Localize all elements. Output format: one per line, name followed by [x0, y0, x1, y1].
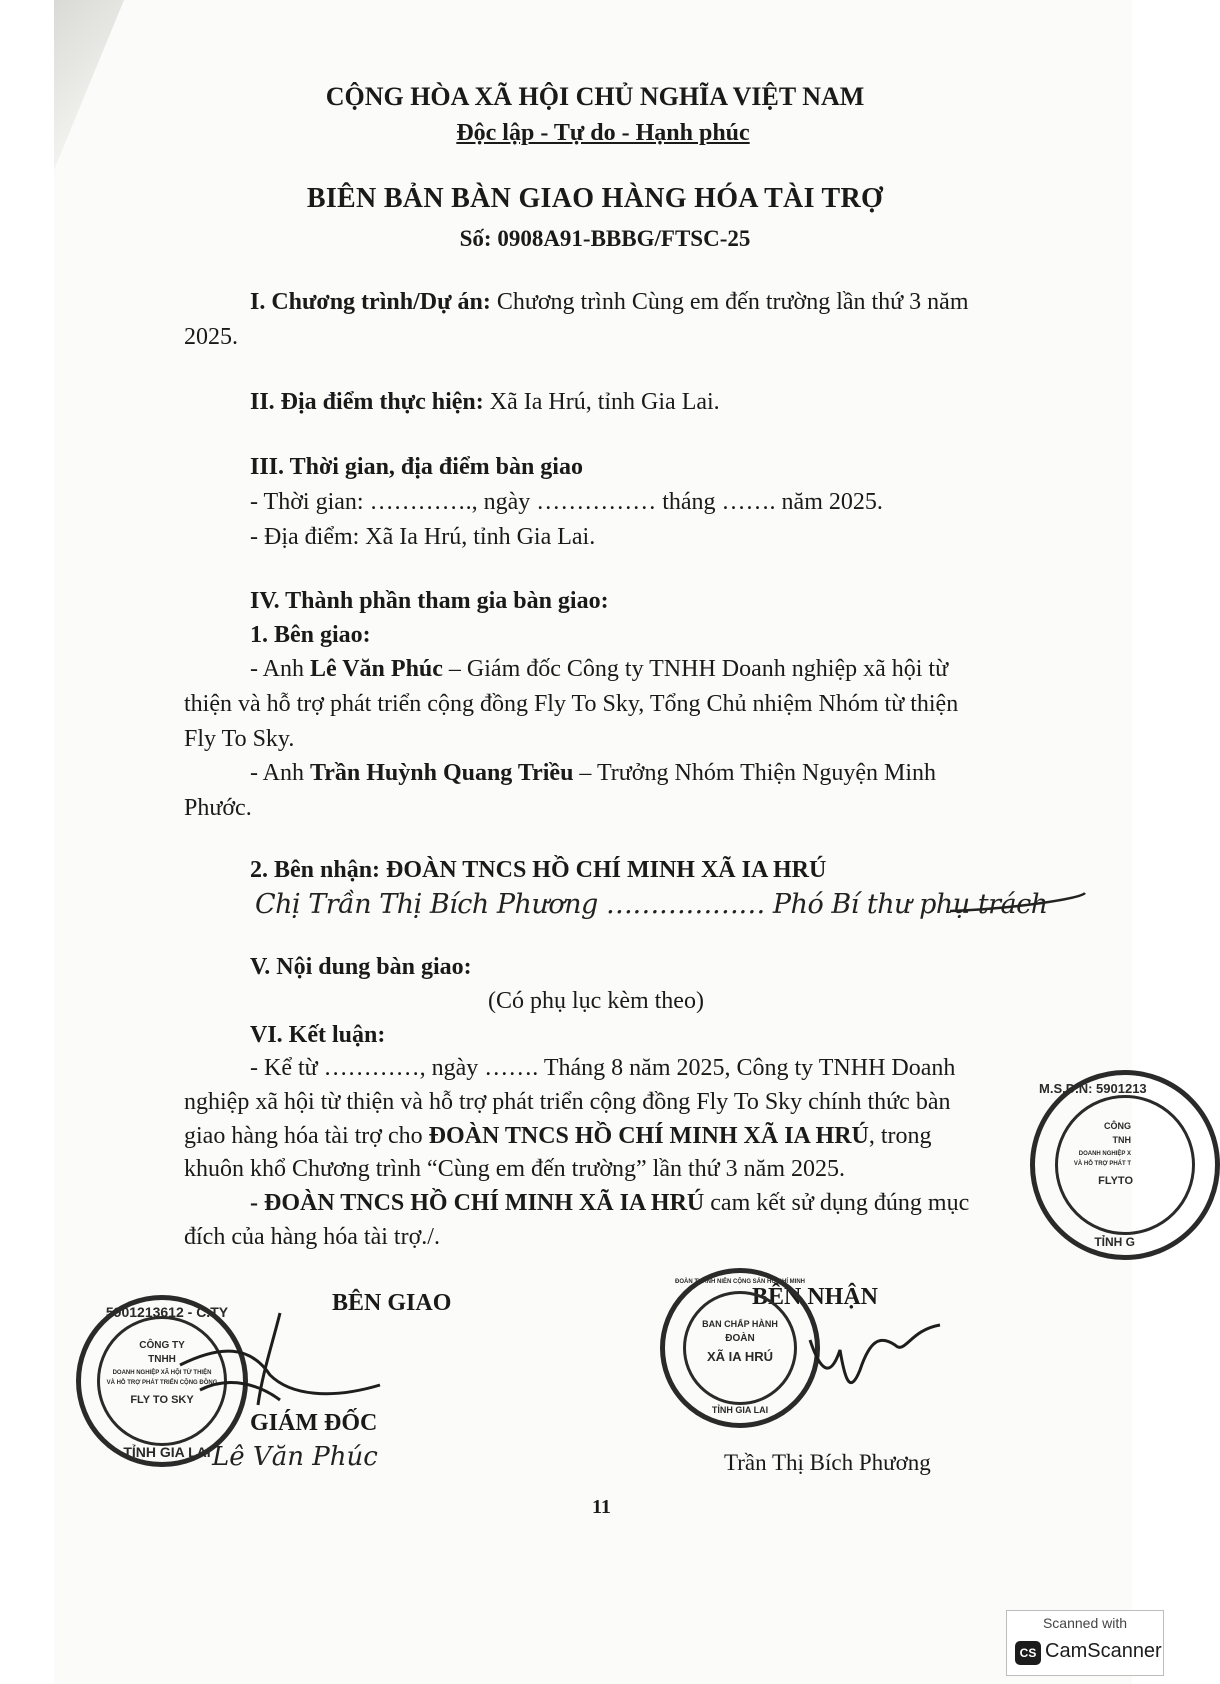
section-2-line	[250, 387, 720, 417]
motto: Độc lập - Tự do - Hạnh phúc	[456, 120, 750, 146]
edge-stamp-bottom-text: TỈNH G	[1094, 1235, 1135, 1249]
section-5-heading: V. Nội dung bàn giao:	[250, 954, 472, 980]
section-1-label: I. Chương trình/Dự án:	[250, 289, 491, 315]
section-1-line-1	[250, 287, 969, 317]
section-6-line-4: khuôn khổ Chương trình “Cùng em đến trường” lần thứ 3 năm 2025.	[184, 1156, 845, 1182]
section-6-line-3-bold: ĐOÀN TNCS HỒ CHÍ MINH XÃ IA HRÚ	[428, 1123, 869, 1149]
giver-title: GIÁM ĐỐC	[250, 1410, 378, 1436]
youth-union-stamp	[660, 1268, 820, 1428]
section-3-place: - Địa điểm: Xã Ia Hrú, tỉnh Gia Lai.	[250, 524, 596, 550]
section-6-line-1: - Kể từ …………, ngày ……. Tháng 8 năm 2025, Công ty TNHH Doanh	[250, 1055, 956, 1081]
receiver-heading: 2. Bên nhận: ĐOÀN TNCS HỒ CHÍ MINH XÃ IA HRÚ	[250, 857, 827, 883]
camscanner-badge	[1006, 1610, 1164, 1676]
page-number: 11	[592, 1496, 611, 1518]
youth-union-stamp-inner-ring	[683, 1291, 797, 1405]
giver-2-role: – Trưởng Nhóm Thiện Nguyện Minh	[573, 760, 937, 786]
youth-union-stamp-line-3: XÃ IA HRÚ	[707, 1349, 773, 1364]
section-1-text: Chương trình Cùng em đến trường lần thứ 3 năm	[496, 289, 969, 315]
company-stamp-line-2: TNHH	[148, 1354, 176, 1365]
giver-2-name: Trần Huỳnh Quang Triều	[310, 760, 574, 786]
youth-union-stamp-ring-text: ĐOÀN THANH NIÊN CỘNG SẢN HỒ CHÍ MINH	[675, 1279, 805, 1285]
giver-1-line-1	[250, 654, 948, 684]
company-stamp-line-5: FLY TO SKY	[130, 1394, 194, 1406]
edge-stamp-line-1: CÔNG	[1104, 1121, 1131, 1131]
handwriting-strokes	[250, 885, 1090, 925]
giver-1-name: Lê Văn Phúc	[310, 656, 443, 682]
section-5-note: (Có phụ lục kèm theo)	[488, 988, 704, 1014]
giver-1-line-3: Fly To Sky.	[184, 726, 295, 752]
company-stamp-ring-text: 5901213612 - C.TY	[105, 1304, 229, 1320]
giver-2-line-2: Phước.	[184, 795, 252, 821]
section-4-heading: IV. Thành phần tham gia bàn giao:	[250, 588, 609, 614]
section-6-line-5	[250, 1188, 969, 1218]
youth-union-stamp-bottom-text: TỈNH GIA LAI	[711, 1405, 769, 1415]
section-6-line-3-suffix: , trong	[868, 1123, 932, 1149]
giver-printed-name: Lê Văn Phúc	[212, 1442, 378, 1472]
section-6-line-5-rest: cam kết sử dụng đúng mục	[704, 1190, 970, 1216]
giver-signature-label: BÊN GIAO	[332, 1290, 452, 1316]
receiver-signature-label: BÊN NHẬN	[752, 1284, 879, 1310]
section-1-line-2: 2025.	[184, 324, 238, 350]
camscanner-logo-icon: CS	[1015, 1641, 1041, 1665]
section-2-text: Xã Ia Hrú, tỉnh Gia Lai.	[489, 389, 720, 415]
section-6-line-3	[184, 1121, 932, 1151]
youth-union-stamp-line-1: BAN CHẤP HÀNH	[702, 1319, 778, 1329]
giver-1-prefix: - Anh	[250, 656, 310, 682]
edge-stamp-line-3: DOANH NGHIỆP X	[1078, 1151, 1131, 1157]
edge-stamp	[1030, 1070, 1220, 1260]
section-6-line-5-bold: - ĐOÀN TNCS HỒ CHÍ MINH XÃ IA HRÚ	[250, 1190, 705, 1216]
document-title: BIÊN BẢN BÀN GIAO HÀNG HÓA TÀI TRỢ	[306, 183, 884, 214]
section-2-label: II. Địa điểm thực hiện:	[250, 389, 484, 415]
company-stamp-line-1: CÔNG TY	[139, 1340, 185, 1351]
section-3-heading: III. Thời gian, địa điểm bàn giao	[250, 454, 583, 480]
section-6-line-2: nghiệp xã hội từ thiện và hỗ trợ phát triển cộng đồng Fly To Sky chính thức bàn	[184, 1089, 951, 1115]
giver-2-prefix: - Anh	[250, 760, 310, 786]
section-6-heading: VI. Kết luận:	[250, 1022, 386, 1048]
country-heading: CỘNG HÒA XÃ HỘI CHỦ NGHĨA VIỆT NAM	[325, 82, 865, 111]
document-number: Số: 0908A91-BBBG/FTSC-25	[459, 226, 751, 251]
receiver-printed-name: Trần Thị Bích Phương	[724, 1450, 931, 1475]
giver-1-role: – Giám đốc Công ty TNHH Doanh nghiệp xã hội từ	[442, 656, 949, 682]
youth-union-stamp-line-2: ĐOÀN	[725, 1333, 755, 1344]
badge-top-text: Scanned with	[1042, 1615, 1128, 1631]
company-stamp-line-3: DOANH NGHIỆP XÃ HỘI TỪ THIỆN	[112, 1370, 212, 1376]
edge-stamp-line-2: TNH	[1112, 1135, 1131, 1145]
section-6-line-6: đích của hàng hóa tài trợ./.	[184, 1224, 440, 1250]
giver-heading: 1. Bên giao:	[250, 622, 371, 648]
receiver-signature-scribble	[800, 1310, 950, 1400]
company-stamp-bottom-text: TỈNH GIA LAI	[123, 1444, 211, 1460]
edge-stamp-ring-text: M.S.D.N: 5901213	[1039, 1081, 1147, 1096]
edge-stamp-clip	[1030, 1070, 1147, 1270]
giver-signature-scribble	[140, 1305, 390, 1415]
edge-stamp-line-5: FLYTO	[1098, 1175, 1133, 1187]
badge-brand-text: CamScanner	[1045, 1640, 1162, 1662]
receiver-handwritten-line: Chị Trần Thị Bích Phương ……………… Phó Bí thư phụ trách	[255, 889, 1048, 920]
edge-stamp-line-4: VÀ HỖ TRỢ PHÁT T	[1073, 1161, 1131, 1167]
giver-1-line-2: thiện và hỗ trợ phát triển cộng đồng Fly To Sky, Tổng Chủ nhiệm Nhóm từ thiện	[184, 691, 959, 717]
section-6-line-3-prefix: giao hàng hóa tài trợ cho	[184, 1123, 429, 1149]
giver-2-line-1	[250, 758, 936, 788]
section-3-time: - Thời gian: …………., ngày …………… tháng ……. năm 2025.	[250, 489, 883, 515]
company-stamp-line-4: VÀ HỖ TRỢ PHÁT TRIỂN CỘNG ĐỒNG	[106, 1380, 218, 1386]
